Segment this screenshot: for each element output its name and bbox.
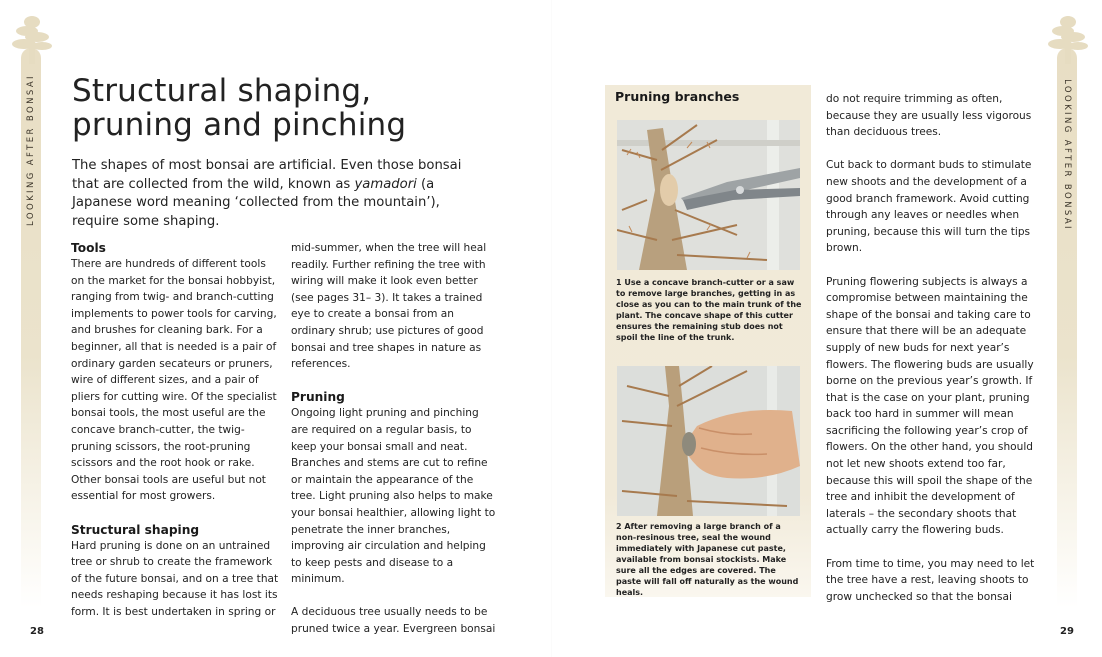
section-tab-label: LOOKING AFTER BONSAI — [1062, 79, 1072, 231]
title-line-2: pruning and pinching — [72, 107, 407, 143]
photo-cut-paste — [617, 366, 800, 516]
pruning-paragraph: Ongoing light pruning and pinching are required on a regular basis, to keep your bonsai small and neat. Branches and stems are cut to refine or maintain the appearance of the tree. Light pruning also helps to make your bonsai healthier, allowing light to penetrate the inner branches, improving air circulation and helping to keep pests and disease to a minimum. — [291, 407, 496, 586]
page-number: 28 — [30, 626, 44, 637]
text-column-1 — [71, 240, 281, 637]
bonsai-tree-icon — [1046, 14, 1090, 64]
section-heading-pruning: Pruning — [291, 390, 345, 405]
section-tab-label: LOOKING AFTER BONSAI — [26, 74, 36, 226]
structural-paragraph: Hard pruning is done on an untrained tree or shrub to create the framework of the future bonsai, and on a tree that needs reshaping because it has lost its form. It is best undertaken in spring or — [71, 539, 279, 618]
rest-paragraph: From time to time, you may need to let the tree have a rest, leaving shoots to grow unchecked so that the bonsai — [826, 557, 1035, 603]
deciduous-paragraph: A deciduous tree usually needs to be pruned twice a year. Evergreen bonsai — [291, 606, 496, 636]
structural-continued-paragraph: mid-summer, when the tree will heal readily. Further refining the tree with wiring will make it look even better (see pages 31– 3). It takes a trained eye to create a bonsai from an ordinary shrub; use pictures of good bonsai and tree shapes in nature as references. — [291, 242, 487, 371]
text-column-3 — [826, 91, 1036, 622]
pruning-branches-boxout — [605, 85, 811, 597]
photo-branch-cutter — [617, 120, 800, 270]
intro-italic-term: yamadori — [354, 176, 417, 192]
page-number: 29 — [1060, 626, 1074, 637]
intro-paragraph — [72, 157, 482, 231]
section-heading-tools: Tools — [71, 241, 106, 255]
evergreen-paragraph: do not require trimming as often, because they are usually less vigorous than deciduous trees. — [826, 93, 1032, 139]
text-column-2 — [291, 240, 496, 654]
caption-2: 2 After removing a large branch of a non-resinous tree, seal the wound immediately with Japanese cut paste, available from bonsai stockists. Make sure all the edges are covered. The paste will fall off naturally as the wound heals. — [616, 522, 799, 597]
flowering-paragraph: Pruning flowering subjects is always a compromise between maintaining the shape of the bonsai and taking care to ensure that there will be an adequate supply of new buds for next year’s flowers. The flowering buds are usually borne on the previous year’s growth. If that is the case on your plant, pruning back too hard in summer will mean sacrificing the following year’s crop of flowers. On the other hand, you should not let new shoots extend too far, because this will spoil the shape of the tree and inhibit the development of laterals – the secondary shoots that actually carry the flowering buds. — [826, 275, 1034, 537]
tools-paragraph: There are hundreds of different tools on the market for the bonsai hobbyist, ranging from twig- and branch-cutting implements to power tools for carving, and brushes for cleaning bark. For a beginner, all that is needed is a pair of ordinary garden secateurs or pruners, wire of different sizes, and a pair of pliers for cutting wire. Of the specialist bonsai tools, the most useful are the concave branch-cutter, the twig-pruning scissors, the root-pruning scissors and the root hook or rake. Other bonsai tools are useful but not essential for most growers. — [71, 258, 277, 503]
intro-text: (a Japanese word meaning ‘collected from the mountain’), require some shaping. — [72, 176, 440, 229]
page-gutter — [551, 0, 552, 657]
page-title — [72, 74, 406, 142]
title-line-1: Structural shaping, — [72, 73, 372, 109]
bonsai-tree-icon — [10, 14, 54, 64]
intro-text: The shapes of most bonsai are artificial. Even those bonsai that are collected from the wild, known as — [72, 158, 462, 192]
boxout-heading: Pruning branches — [615, 89, 740, 104]
caption-1: 1 Use a concave branch-cutter or a saw to remove large branches, getting in as close as you can to the main trunk of the plant. The concave shape of this cutter ensures the remaining stub does not spoil the line of the trunk. — [616, 278, 802, 342]
dormant-buds-paragraph: Cut back to dormant buds to stimulate new shoots and the development of a good branch framework. Avoid cutting through any leaves or needles when pruning, because this will turn the tips brown. — [826, 159, 1032, 255]
section-heading-structural-shaping: Structural shaping — [71, 522, 200, 537]
